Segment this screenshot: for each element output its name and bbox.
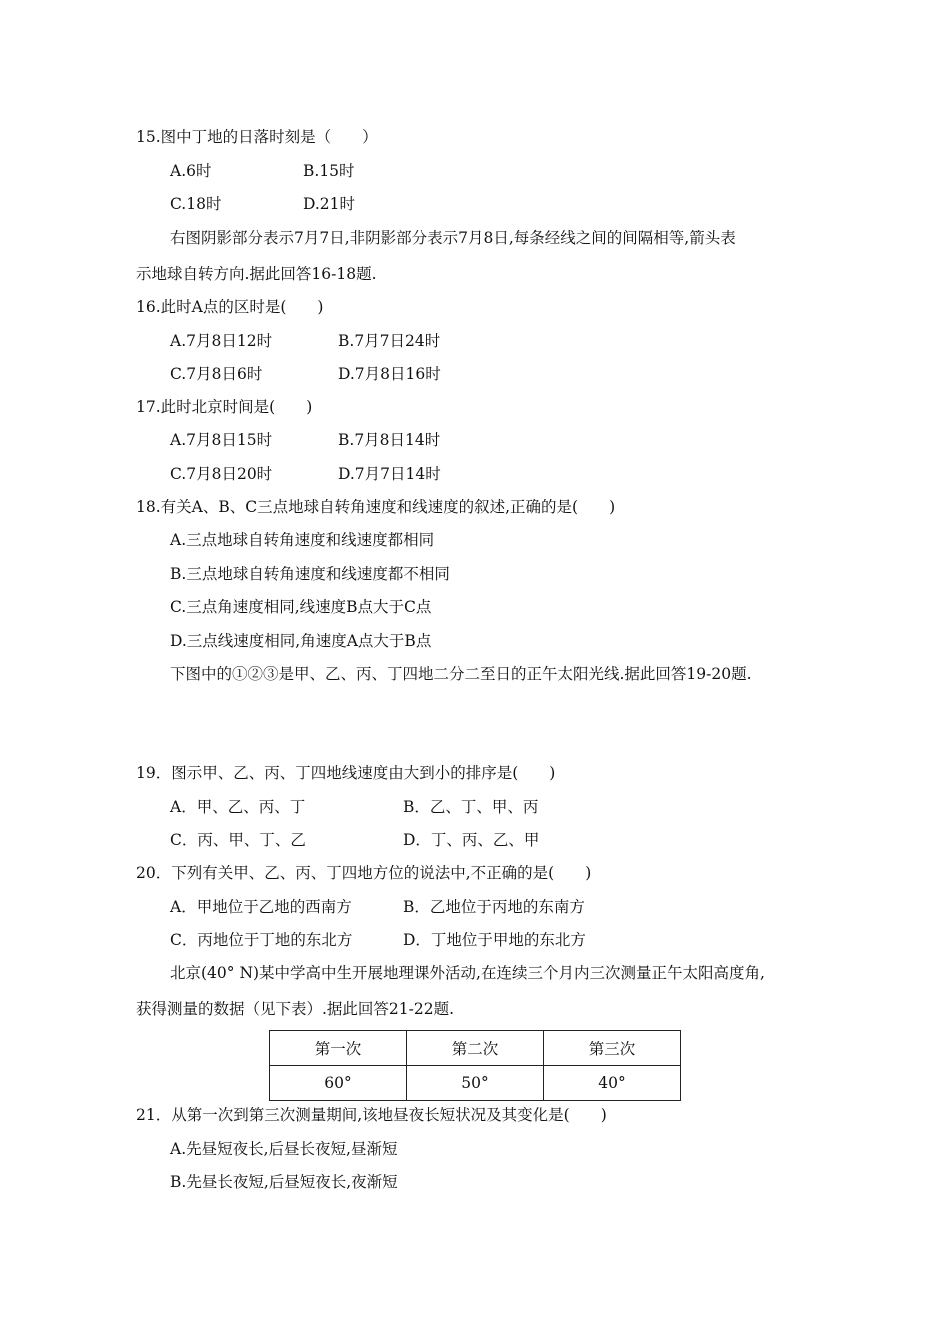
q16-option-b: B.7月7日24时 [338,332,441,350]
intro-19-20: 下图中的①②③是甲、乙、丙、丁四地二分二至日的正午太阳光线.据此回答19-20题. [170,665,752,683]
q18-option-c: C.三点角速度相同,线速度B点大于C点 [170,598,432,616]
q16-option-a: A.7月8日12时 [170,332,273,350]
intro-16-18-line2: 示地球自转方向.据此回答16-18题. [136,265,377,283]
q18-stem: 18.有关A、B、C三点地球自转角速度和线速度的叙述,正确的是( ) [136,498,616,516]
q17-option-a: A.7月8日15时 [170,431,273,449]
q21-stem: 21．从第一次到第三次测量期间,该地昼夜长短状况及其变化是( ) [136,1106,607,1124]
q20-option-c: C．丙地位于丁地的东北方 [170,931,353,949]
q20-option-a: A．甲地位于乙地的西南方 [170,898,352,916]
table-header-row [270,1031,681,1066]
q16-option-c: C.7月8日6时 [170,365,263,383]
table-cell: 60° [270,1066,407,1101]
q15-stem: 15.图中丁地的日落时刻是（ ） [136,128,378,146]
q19-stem: 19．图示甲、乙、丙、丁四地线速度由大到小的排序是( ) [136,764,556,782]
q16-option-d: D.7月8日16时 [338,365,441,383]
measurement-table [269,1030,681,1101]
intro-16-18-line1: 右图阴影部分表示7月7日,非阴影部分表示7月8日,每条经线之间的间隔相等,箭头表 [170,229,736,247]
q17-stem: 17.此时北京时间是( ) [136,398,313,416]
q19-option-b: B．乙、丁、甲、丙 [403,798,539,816]
q17-option-b: B.7月8日14时 [338,431,441,449]
q19-option-d: D．丁、丙、乙、甲 [403,831,540,849]
intro-21-22-line2: 获得测量的数据（见下表）.据此回答21-22题. [136,1000,455,1018]
table-header-cell: 第二次 [407,1031,544,1066]
q20-stem: 20．下列有关甲、乙、丙、丁四地方位的说法中,不正确的是( ) [136,864,592,882]
q15-option-b: B.15时 [303,162,355,180]
q18-option-d: D.三点线速度相同,角速度A点大于B点 [170,632,432,650]
table-row [270,1066,681,1101]
q19-option-a: A．甲、乙、丙、丁 [170,798,306,816]
q17-option-c: C.7月8日20时 [170,465,273,483]
table-header-cell: 第一次 [270,1031,407,1066]
q21-option-a: A.先昼短夜长,后昼长夜短,昼渐短 [170,1140,398,1158]
q21-option-b: B.先昼长夜短,后昼短夜长,夜渐短 [170,1173,398,1191]
q15-option-a: A.6时 [170,162,212,180]
q18-option-a: A.三点地球自转角速度和线速度都相同 [170,531,435,549]
table-header-cell: 第三次 [544,1031,681,1066]
q20-option-b: B．乙地位于丙地的东南方 [403,898,585,916]
q20-option-d: D．丁地位于甲地的东北方 [403,931,586,949]
q16-stem: 16.此时A点的区时是( ) [136,298,324,316]
q15-option-d: D.21时 [303,195,356,213]
q15-option-c: C.18时 [170,195,222,213]
q17-option-d: D.7月7日14时 [338,465,441,483]
q18-option-b: B.三点地球自转角速度和线速度都不相同 [170,565,450,583]
intro-21-22-line1: 北京(40° N)某中学高中生开展地理课外活动,在连续三个月内三次测量正午太阳高度角, [170,964,765,982]
q19-option-c: C．丙、甲、丁、乙 [170,831,306,849]
table-cell: 40° [544,1066,681,1101]
table-cell: 50° [407,1066,544,1101]
